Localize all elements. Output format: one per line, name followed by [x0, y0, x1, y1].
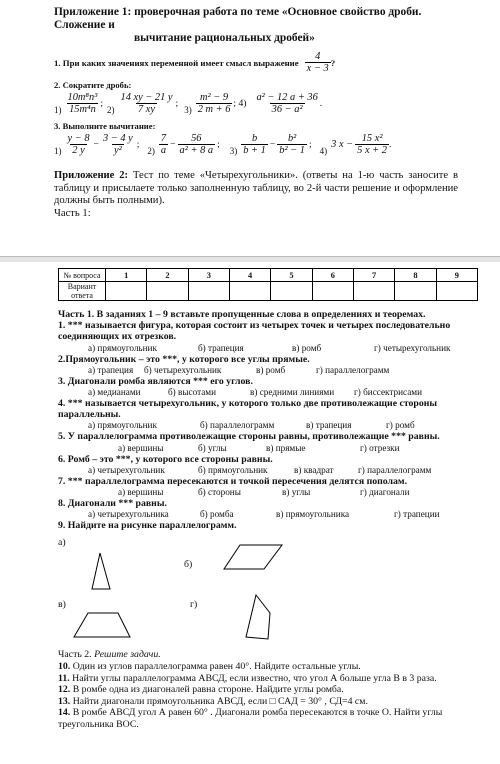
option: в) прямоугольника	[276, 509, 350, 520]
numerator: 4	[315, 51, 321, 62]
table-cell: 6	[312, 269, 353, 282]
item-number: 1)	[54, 105, 62, 115]
option: б) высотами	[168, 387, 217, 398]
table-cell: 8	[395, 269, 436, 282]
table-cell: 3	[188, 269, 229, 282]
denominator: 7 xy	[138, 104, 156, 115]
question-number-header: № вопроса	[59, 269, 106, 282]
figures-area	[58, 531, 482, 649]
question-text: 2.Прямоугольник – это ***, у которого все углы прямые.	[58, 353, 310, 365]
option: а) прямоугольник	[88, 342, 157, 353]
expression: 3 x −	[331, 139, 354, 150]
option: а) медианами	[88, 387, 141, 398]
answer-cell[interactable]	[312, 282, 353, 301]
answer-cell[interactable]	[271, 282, 312, 301]
trapezoid-figure	[70, 611, 134, 639]
answer-cell[interactable]	[147, 282, 188, 301]
fraction	[119, 92, 175, 115]
option: г) диагонали	[360, 487, 410, 498]
item-number: 2)	[107, 105, 115, 115]
separator: .	[319, 98, 323, 109]
quadrilateral-figure	[242, 593, 274, 641]
option: в) прямые	[266, 442, 306, 453]
appendix-2-label: Приложение 2:	[54, 170, 129, 181]
numerator: 7	[160, 133, 167, 144]
table-cell: 5	[271, 269, 312, 282]
fraction	[305, 51, 331, 74]
table-cell: 4	[229, 269, 270, 282]
option: в) квадрат	[294, 464, 334, 475]
question-9-text: 9. Найдите на рисунке параллелограмм.	[58, 520, 237, 532]
table-cell: 9	[436, 269, 477, 282]
item-number: 2)	[147, 146, 155, 156]
option: б) ромба	[200, 509, 234, 520]
question-text: 7. *** параллелограмма пересекаются и точкой пересечения делятся пополам.	[58, 475, 408, 487]
option: б) прямоугольник	[198, 464, 268, 475]
option: б) углы	[198, 442, 227, 453]
task-number: 11.	[58, 672, 70, 684]
page-1	[0, 0, 500, 258]
question-3-items: 1) $\frac{y - 8}{2 y}$ − $\frac{3 - 4 y}{\text{y²}}$ ; 2) $\frac{7}{a}$ − $\frac{56}{\text{a² + 8 a}}$ ; 3) $\frac{b}{b + 1}$ − $\frac{\text{b²}}{\text{b² − 1}}$ ; 4) 3 x − $\frac{\text{15 x²}}{5 x + 2}$ .	[54, 133, 392, 156]
option: в) ромб	[292, 342, 322, 353]
denominator: x − 3	[306, 63, 329, 74]
options	[58, 509, 482, 520]
denominator: 5 x + 2	[357, 145, 387, 156]
fraction	[241, 133, 268, 156]
option: б) четырехугольник	[144, 364, 222, 375]
answer-cell[interactable]	[188, 282, 229, 301]
task-text: Найти углы параллелограмма АВСД, если известно, что угол А больше угла В в 3 раза.	[69, 672, 437, 684]
answer-table	[58, 268, 478, 301]
question-text: 1. *** называется фигура, которая состоит из четырех точек и четырех последовательно соединяющих их отрезков.	[58, 320, 451, 343]
task-item	[58, 684, 482, 696]
option: б) трапеция	[198, 342, 244, 353]
task-item	[58, 673, 482, 685]
answer-cell[interactable]	[353, 282, 394, 301]
task-text: Найти диагонали прямоугольника АВСД, если □ САД = 30° , СД=4 см.	[70, 695, 368, 707]
option: в) средними линиями	[250, 387, 335, 398]
part-1-label: Часть 1:	[54, 207, 91, 219]
question-text: 3. Диагонали ромба являются *** его углов.	[58, 375, 253, 387]
table-cell: 2	[147, 269, 188, 282]
fraction	[254, 92, 319, 115]
fraction	[178, 133, 216, 156]
parallelogram-figure	[222, 543, 284, 571]
appendix-2-intro	[54, 170, 458, 208]
option: г) параллелограмм	[358, 464, 432, 475]
part-1-instructions: Часть 1. В заданиях 1 – 9 вставьте пропущенные слова в определениях и теоремах.	[58, 309, 426, 320]
denominator: b² − 1	[279, 145, 305, 156]
question-text: 6. Ромб – это ***, у которого все стороны равны.	[58, 453, 273, 465]
option: б) параллелограмм	[200, 420, 275, 431]
question-text: 4. *** называется четырехугольник, у которого только две противолежащие стороны параллельны.	[58, 398, 438, 421]
task-number: 14.	[58, 707, 71, 719]
page-2	[0, 262, 500, 764]
title-line-1: Приложение 1: проверочная работа по теме «Основное свойство дроби. Сложение и	[54, 6, 422, 31]
option: г) биссектрисами	[354, 387, 423, 398]
table-cell: 1	[106, 269, 147, 282]
denominator: b + 1	[243, 145, 266, 156]
table-row	[59, 282, 478, 301]
task-number: 12.	[58, 684, 71, 696]
part-2-heading	[58, 649, 482, 661]
numerator: 15 x²	[361, 133, 383, 144]
triangle-figure	[86, 551, 114, 591]
part-2-subtitle: Решите задачи.	[91, 649, 161, 661]
option: а) четырехугольника	[88, 509, 169, 520]
denominator: 15m⁴n	[69, 104, 96, 115]
task-item	[58, 696, 482, 708]
fraction	[159, 133, 168, 156]
option: а) вершины	[118, 487, 164, 498]
task-item	[58, 707, 482, 730]
title-line-2: вычитание рациональных дробей»	[134, 32, 315, 44]
task-number: 10.	[58, 661, 71, 673]
option: а) четырехугольник	[88, 464, 165, 475]
figure-label: в)	[58, 599, 66, 611]
answer-cell[interactable]	[229, 282, 270, 301]
answer-cell[interactable]	[395, 282, 436, 301]
question-3-text: 3. Выполните вычитание:	[54, 121, 156, 131]
numerator: 3 − 4 y	[102, 133, 133, 144]
numerator: b	[251, 133, 258, 144]
option: г) параллелограмм	[316, 364, 390, 375]
task-text: В ромбе одна из диагоналей равна стороне. Найдите углы ромба.	[70, 684, 344, 696]
numerator: 56	[191, 133, 202, 144]
figure-label: г)	[190, 599, 198, 611]
fraction	[355, 133, 389, 156]
answer-cell[interactable]	[436, 282, 477, 301]
question-2-items	[54, 92, 458, 115]
denominator: a² + 8 a	[179, 145, 214, 156]
item-number: 4)	[319, 146, 328, 156]
options	[58, 487, 482, 498]
separator: ;	[175, 98, 179, 109]
options	[58, 343, 482, 354]
option: а) прямоугольник	[88, 420, 157, 431]
question-2-text: 2. Сократите дробь:	[54, 80, 132, 90]
fraction	[66, 92, 100, 115]
option: г) отрезки	[360, 442, 400, 453]
separator: ;	[100, 98, 103, 109]
option: а) вершины	[118, 442, 164, 453]
numerator: 14 xy − 21 y	[120, 92, 173, 103]
numerator: 10m⁸n³	[67, 92, 98, 103]
item-number: 3)	[229, 146, 238, 156]
numerator: m² − 9	[200, 92, 229, 103]
task-item	[58, 661, 482, 673]
options	[58, 443, 482, 454]
option: в) углы	[282, 487, 311, 498]
appendix-1-title	[54, 6, 458, 45]
question-mark: ?	[330, 57, 336, 68]
question-text: 8. Диагонали *** равны.	[58, 498, 167, 510]
options	[58, 420, 482, 431]
option: г) трапеции	[394, 509, 440, 520]
fraction	[66, 133, 92, 156]
fraction	[196, 92, 233, 115]
options	[58, 387, 482, 398]
answer-cell[interactable]	[106, 282, 147, 301]
option: б) стороны	[198, 487, 241, 498]
option: г) ромб	[386, 420, 415, 431]
options	[58, 365, 482, 376]
figure-label: а)	[58, 537, 66, 549]
numerator: y − 8	[67, 133, 90, 144]
fraction	[101, 133, 135, 156]
appendix-2-text: Тест по теме «Четырехугольники». (ответы на 1-ю часть заносите в таблицу и присылаете только заполненную таблицу, во 2-й части решение и оформление должны быть полными).	[54, 170, 458, 206]
denominator: 2 y	[72, 145, 85, 156]
part-2-label: Часть 2.	[58, 649, 92, 661]
denominator: 2 m + 6	[197, 104, 231, 115]
option: в) ромб	[256, 364, 286, 375]
denominator: y²	[113, 145, 122, 156]
denominator: a	[160, 145, 167, 156]
item-number: 1)	[54, 146, 62, 156]
option: в) трапеция	[306, 420, 352, 431]
numerator: a² − 12 a + 36	[256, 92, 318, 103]
separator: ; 4)	[233, 98, 247, 109]
question-text: 5. У параллелограмма противолежащие стороны равны, противолежащие *** равны.	[58, 431, 440, 443]
denominator: 36 − a²	[271, 104, 303, 115]
numerator: b²	[287, 133, 297, 144]
question-1-text: 1. При каких значениях переменной имеет смысл выражение	[54, 57, 299, 68]
table-cell: 7	[353, 269, 394, 282]
option: а) трапеция	[88, 364, 134, 375]
question-1	[54, 51, 458, 74]
fraction	[277, 133, 307, 156]
table-row	[59, 269, 478, 282]
task-number: 13.	[58, 695, 71, 707]
task-text: Один из углов параллелограмма равен 40°. Найдите остальные углы.	[70, 661, 361, 673]
figure-label: б)	[184, 559, 193, 571]
option: г) четырехугольник	[374, 342, 451, 353]
answer-variant-header: Вариант ответа	[59, 282, 106, 301]
options	[58, 465, 482, 476]
item-number: 3)	[184, 105, 192, 115]
task-text: В ромбе АВСД угол А равен 60° . Диагонали ромба пересекаются в точке О. Найти углы треугольника ВОС.	[58, 707, 443, 730]
